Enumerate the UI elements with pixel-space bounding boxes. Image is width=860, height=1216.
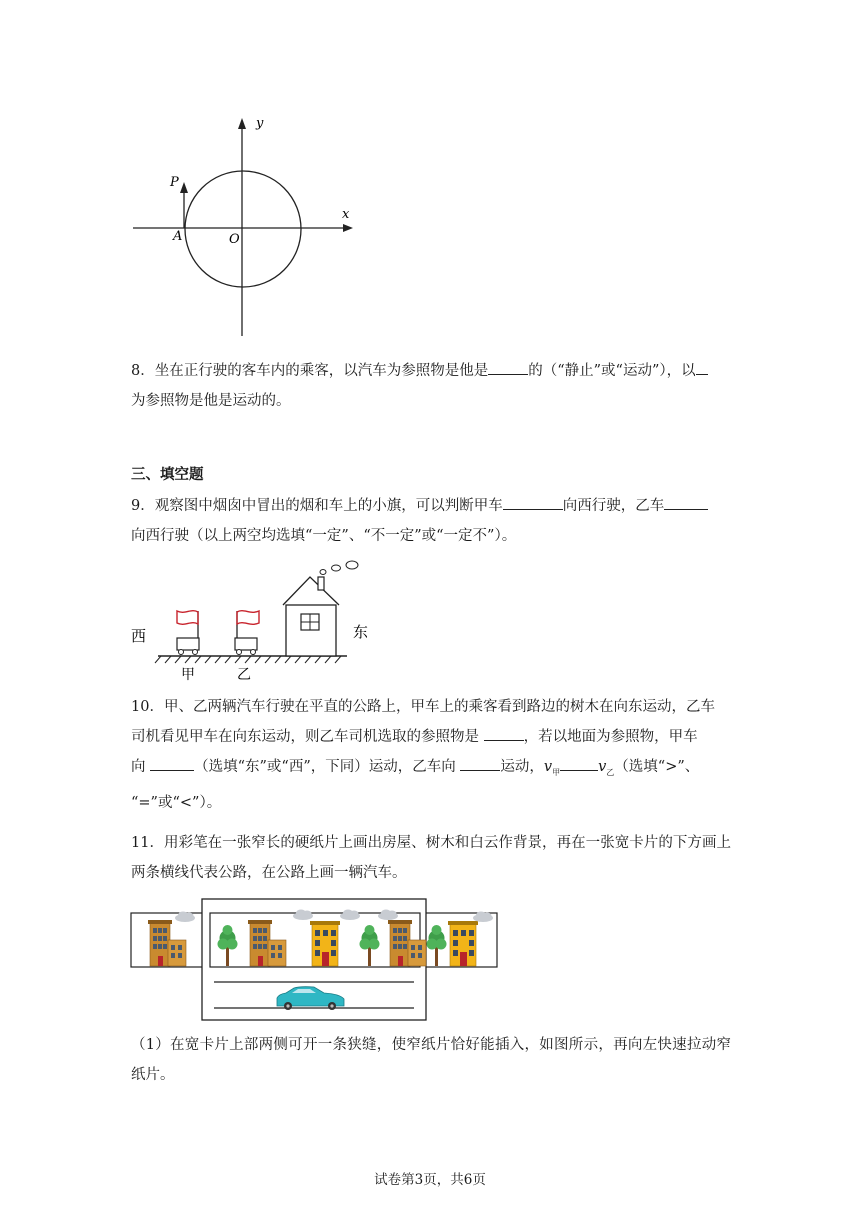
question-11 bbox=[131, 828, 731, 888]
q10-v-a: v bbox=[543, 759, 553, 775]
car-yi bbox=[235, 611, 259, 655]
label-car-jia: 甲 bbox=[181, 667, 195, 683]
ground-hatch bbox=[155, 656, 341, 663]
label-p: P bbox=[170, 175, 179, 190]
circle bbox=[185, 171, 301, 287]
q9-text-1: 观察图中烟囱中冒出的烟和车上的小旗，可以判断甲车 bbox=[154, 498, 503, 514]
section-title: 三、填空题 bbox=[131, 467, 204, 483]
question-11-sub-1 bbox=[131, 1030, 731, 1090]
car-jia bbox=[177, 611, 199, 655]
q10-blank-1[interactable] bbox=[484, 726, 524, 741]
house bbox=[283, 561, 358, 656]
q9-text-2: 向西行驶，乙车 bbox=[562, 498, 665, 514]
q10-blank-3[interactable] bbox=[460, 756, 500, 771]
building-icon bbox=[310, 921, 340, 966]
label-car-yi: 乙 bbox=[237, 667, 251, 683]
q8-blank-2[interactable] bbox=[696, 360, 708, 375]
smoke-puff bbox=[320, 570, 326, 575]
q11-number: 11． bbox=[131, 835, 165, 851]
y-axis-arrow bbox=[238, 118, 246, 129]
house-cars-figure bbox=[125, 555, 385, 685]
q9-text-3: 向西行驶（以上两空均选填“一定”、“不一定”或“一定不”）。 bbox=[131, 528, 517, 544]
chimney bbox=[318, 577, 324, 590]
q10-line-2b: ，若以地面为参照物，甲车 bbox=[523, 729, 698, 745]
q8-text-1: 坐在正行驶的客车内的乘客，以汽车为参照物是他是 bbox=[154, 363, 489, 379]
q8-text-2: 的（“静止”或“运动”），以 bbox=[528, 363, 696, 379]
smoke-puff bbox=[332, 565, 341, 571]
building-icon bbox=[448, 921, 478, 966]
velocity-arrow-head bbox=[180, 182, 188, 193]
q10-number: 10． bbox=[131, 699, 164, 715]
label-o: O bbox=[229, 232, 240, 247]
label-y: y bbox=[256, 116, 264, 131]
label-east: 东 bbox=[353, 623, 369, 641]
q9-blank-1[interactable] bbox=[503, 495, 563, 510]
q10-line-3d: （选填“>”、 bbox=[614, 759, 700, 775]
q10-line-1: 甲、乙两辆汽车行驶在平直的公路上，甲车上的乘客看到路边的树木在向东运动，乙车 bbox=[163, 699, 715, 715]
label-x: x bbox=[342, 207, 350, 222]
circle-coordinate-figure bbox=[125, 108, 365, 343]
q10-blank-2[interactable] bbox=[150, 756, 194, 771]
q10-line-3a: 向 bbox=[131, 759, 151, 775]
q10-line-3c: 运动， bbox=[500, 759, 544, 775]
q8-blank-1[interactable] bbox=[488, 360, 528, 375]
q11-sub1-text: （1）在宽卡片上部两侧可开一条狭缝，使窄纸片恰好能插入，如图所示，再向左快速拉动窄纸片。 bbox=[131, 1037, 731, 1083]
q10-line-2a: 司机看见甲车在向东运动，则乙车司机选取的参照物是 bbox=[131, 729, 484, 745]
q10-blank-4[interactable] bbox=[560, 756, 598, 771]
q10-sub-b: 乙 bbox=[606, 767, 615, 777]
q10-sub-a: 甲 bbox=[552, 767, 561, 777]
page-footer: 试卷第3页，共6页 bbox=[374, 1172, 486, 1188]
q8-number: 8． bbox=[131, 363, 155, 379]
question-9 bbox=[131, 491, 731, 551]
q9-blank-2[interactable] bbox=[664, 495, 708, 510]
q9-number: 9． bbox=[131, 498, 155, 514]
q10-v-b: v bbox=[598, 759, 607, 775]
smoke-puff bbox=[346, 561, 358, 569]
q10-line-3b: （选填“东”或“西”，下同）运动，乙车向 bbox=[194, 759, 461, 775]
q8-text-3: 为参照物是他是运动的。 bbox=[131, 393, 291, 409]
x-axis-arrow bbox=[343, 224, 353, 232]
question-8 bbox=[131, 356, 731, 416]
q10-line-4: “=”或“<”）。 bbox=[131, 794, 222, 811]
q11-text: 用彩笔在一张窄长的硬纸片上画出房屋、树木和白云作背景，再在一张宽卡片的下方画上两条横线代表公路，在公路上画一辆汽车。 bbox=[131, 835, 731, 881]
question-10 bbox=[131, 692, 731, 818]
label-west: 西 bbox=[131, 627, 147, 645]
label-a: A bbox=[173, 229, 183, 244]
paper-strip-figure bbox=[130, 898, 500, 1023]
